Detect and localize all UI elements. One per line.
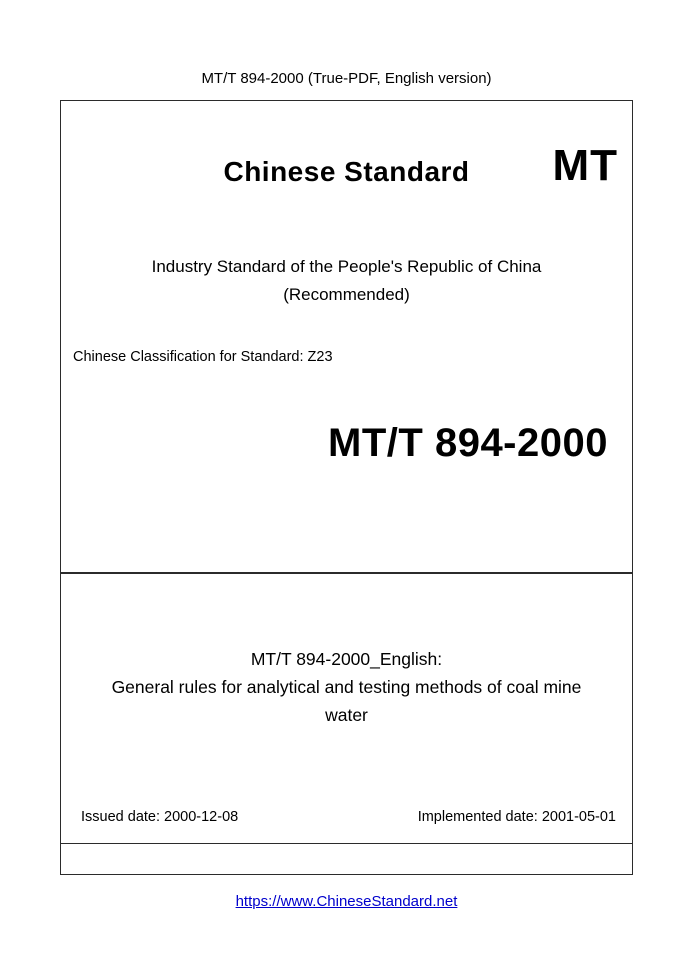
- implemented-date: Implemented date: 2001-05-01: [417, 809, 616, 825]
- footer-link[interactable]: https://www.ChineseStandard.net: [235, 893, 458, 910]
- document-title-line1: MT/T 894-2000_English:: [250, 649, 443, 669]
- page-header-caption: MT/T 894-2000 (True-PDF, English version): [201, 70, 492, 87]
- footer: [0, 893, 693, 910]
- cover-subtitle-line1: Industry Standard of the People's Republic of China: [151, 257, 542, 276]
- cover-subtitle-line2: (Recommended): [283, 285, 410, 304]
- dates-row: [81, 809, 616, 825]
- classification-label: Chinese Classification for Standard: Z23: [73, 349, 333, 365]
- document-title: [90, 645, 604, 729]
- mt-logo: MT: [552, 141, 618, 190]
- section-divider-top: [60, 572, 633, 574]
- cover-title: Chinese Standard: [223, 156, 470, 187]
- document-title-line2: General rules for analytical and testing methods of coal mine water: [111, 677, 582, 725]
- cover-border-box: [60, 100, 633, 875]
- section-divider-bottom: [60, 843, 633, 844]
- issued-date: Issued date: 2000-12-08: [81, 809, 239, 825]
- standard-number: MT/T 894-2000: [328, 421, 608, 465]
